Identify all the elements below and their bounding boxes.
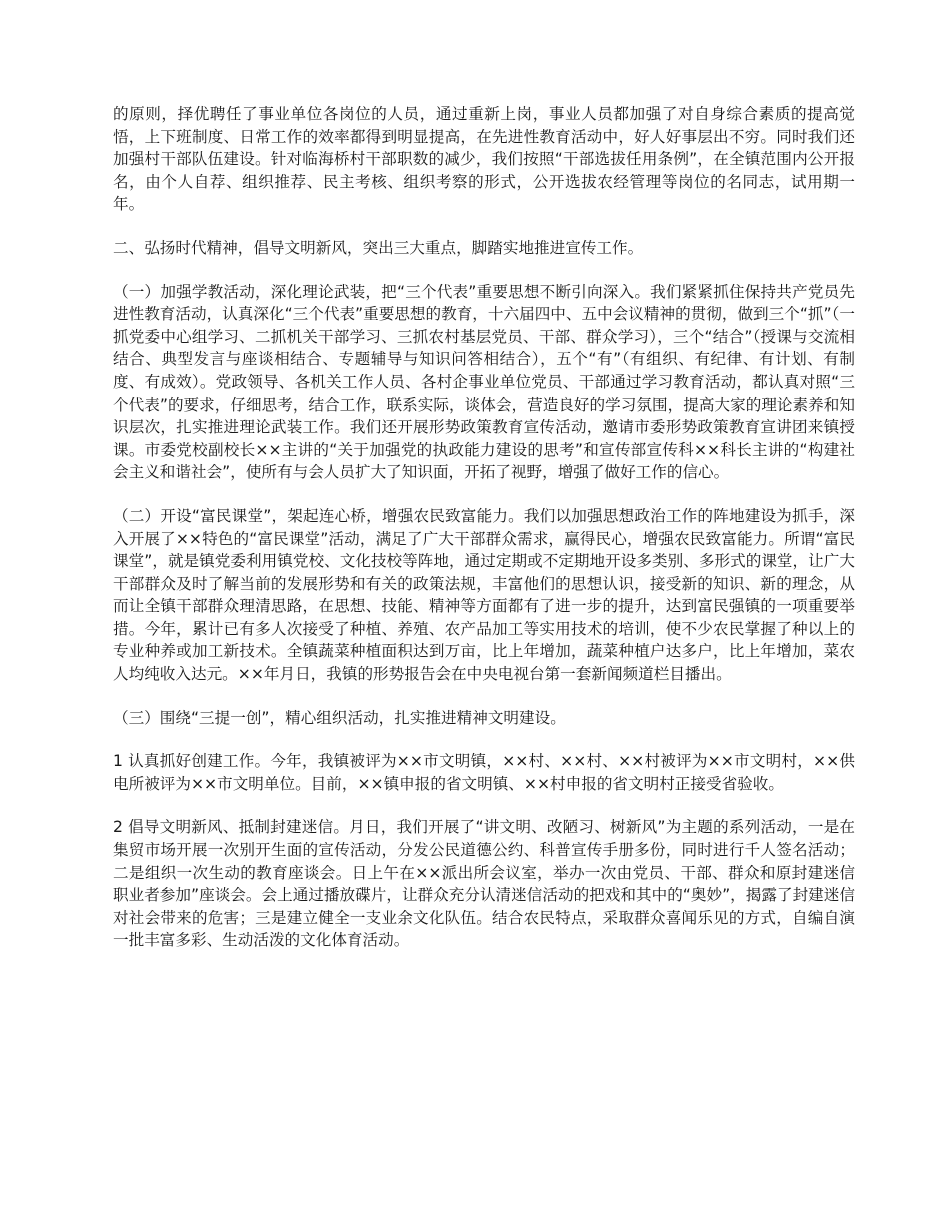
paragraph-item-1: 1 认真抓好创建工作。今年，我镇被评为××市文明镇，××村、××村、××村被评为××市文明村，××供电所被评为××市文明单位。目前，××镇申报的省文明镇、××村申报的省文明村正接受省验收。 — [113, 752, 855, 793]
paragraph-item-2: 2 倡导文明新风、抵制封建迷信。月日，我们开展了“讲文明、改陋习、树新风”为主题的系列活动，一是在集贸市场开展一次别开生面的宣传活动，分发公民道德公约、科普宣传手册多份，同时进行千人签名活动；二是组织一次生动的教育座谈会。日上午在××派出所会议室，举办一次由党员、干部、群众和原封建迷信职业者参加”座谈会。会上通过播放碟片，让群众充分认清迷信活动的把戏和其中的“奥妙”，揭露了封建迷信对社会带来的危害；三是建立健全一支业余文化队伍。结合农民特点，采取群众喜闻乐见的方式，自编自演一批丰富多彩、生动活泼的文化体育活动。 — [113, 818, 855, 950]
section-heading-2: 二、弘扬时代精神，倡导文明新风，突出三大重点，脚踏实地推进宣传工作。 — [113, 238, 644, 257]
paragraph-section-2-3: （三）围绕“三提一创”，精心组织活动，扎实推进精神文明建设。 — [113, 708, 566, 727]
document-page — [113, 103, 855, 973]
paragraph-section-2-1: （一）加强学教活动，深化理论武装，把“三个代表”重要思想不断引向深入。我们紧紧抓住保持共产党员先进性教育活动，认真深化“三个代表”重要思想的教育，十六届四中、五中会议精神的贯彻，做到三个“抓”（一抓党委中心组学习、二抓机关干部学习、三抓农村基层党员、干部、群众学习），三个“结合”（授课与交流相结合、典型发言与座谈相结合、专题辅导与知识问答相结合），五个“有”（有组织、有纪律、有计划、有制度、有成效）。党政领导、各机关工作人员、各村企事业单位党员、干部通过学习教育活动，都认真对照“三个代表”的要求，仔细思考，结合工作，联系实际，谈体会，营造良好的学习氛围，提高大家的理论素养和知识层次，扎实推进理论武装工作。我们还开展形势政策教育宣传活动，邀请市委形势政策教育宣讲团来镇授课。市委党校副校长××主讲的“关于加强党的执政能力建设的思考”和宣传部宣传科××科长主讲的“构建社会主义和谐社会”，使所有与会人员扩大了知识面，开拓了视野，增强了做好工作的信心。 — [113, 282, 855, 482]
paragraph-intro: 的原则，择优聘任了事业单位各岗位的人员，通过重新上岗，事业人员都加强了对自身综合素质的提高觉悟，上下班制度、日常工作的效率都得到明显提高，在先进性教育活动中，好人好事层出不穷。同时我们还加强村干部队伍建设。针对临海桥村干部职数的减少，我们按照“干部选拔任用条例”，在全镇范围内公开报名，由个人自荐、组织推荐、民主考核、组织考察的形式，公开选拔农经管理等岗位的名同志，试用期一年。 — [113, 105, 855, 214]
paragraph-section-2-2: （二）开设“富民课堂”，架起连心桥，增强农民致富能力。我们以加强思想政治工作的阵地建设为抓手，深入开展了××特色的“富民课堂”活动，满足了广大干部群众需求，赢得民心，增强农民致富能力。所谓“富民课堂”，就是镇党委利用镇党校、文化技校等阵地，通过定期或不定期地开设多类别、多形式的课堂，让广大干部群众及时了解当前的发展形势和有关的政策法规，丰富他们的思想认识，接受新的知识、新的理念，从而让全镇干部群众理清思路，在思想、技能、精神等方面都有了进一步的提升，达到富民强镇的一项重要举措。今年，累计已有多人次接受了种植、养殖、农产品加工等实用技术的培训，使不少农民掌握了种以上的专业种养或加工新技术。全镇蔬菜种植面积达到万亩，比上年增加，蔬菜种植户达多户，比上年增加，菜农人均纯收入达元。××年月日，我镇的形势报告会在中央电视台第一套新闻频道栏目播出。 — [113, 506, 855, 684]
